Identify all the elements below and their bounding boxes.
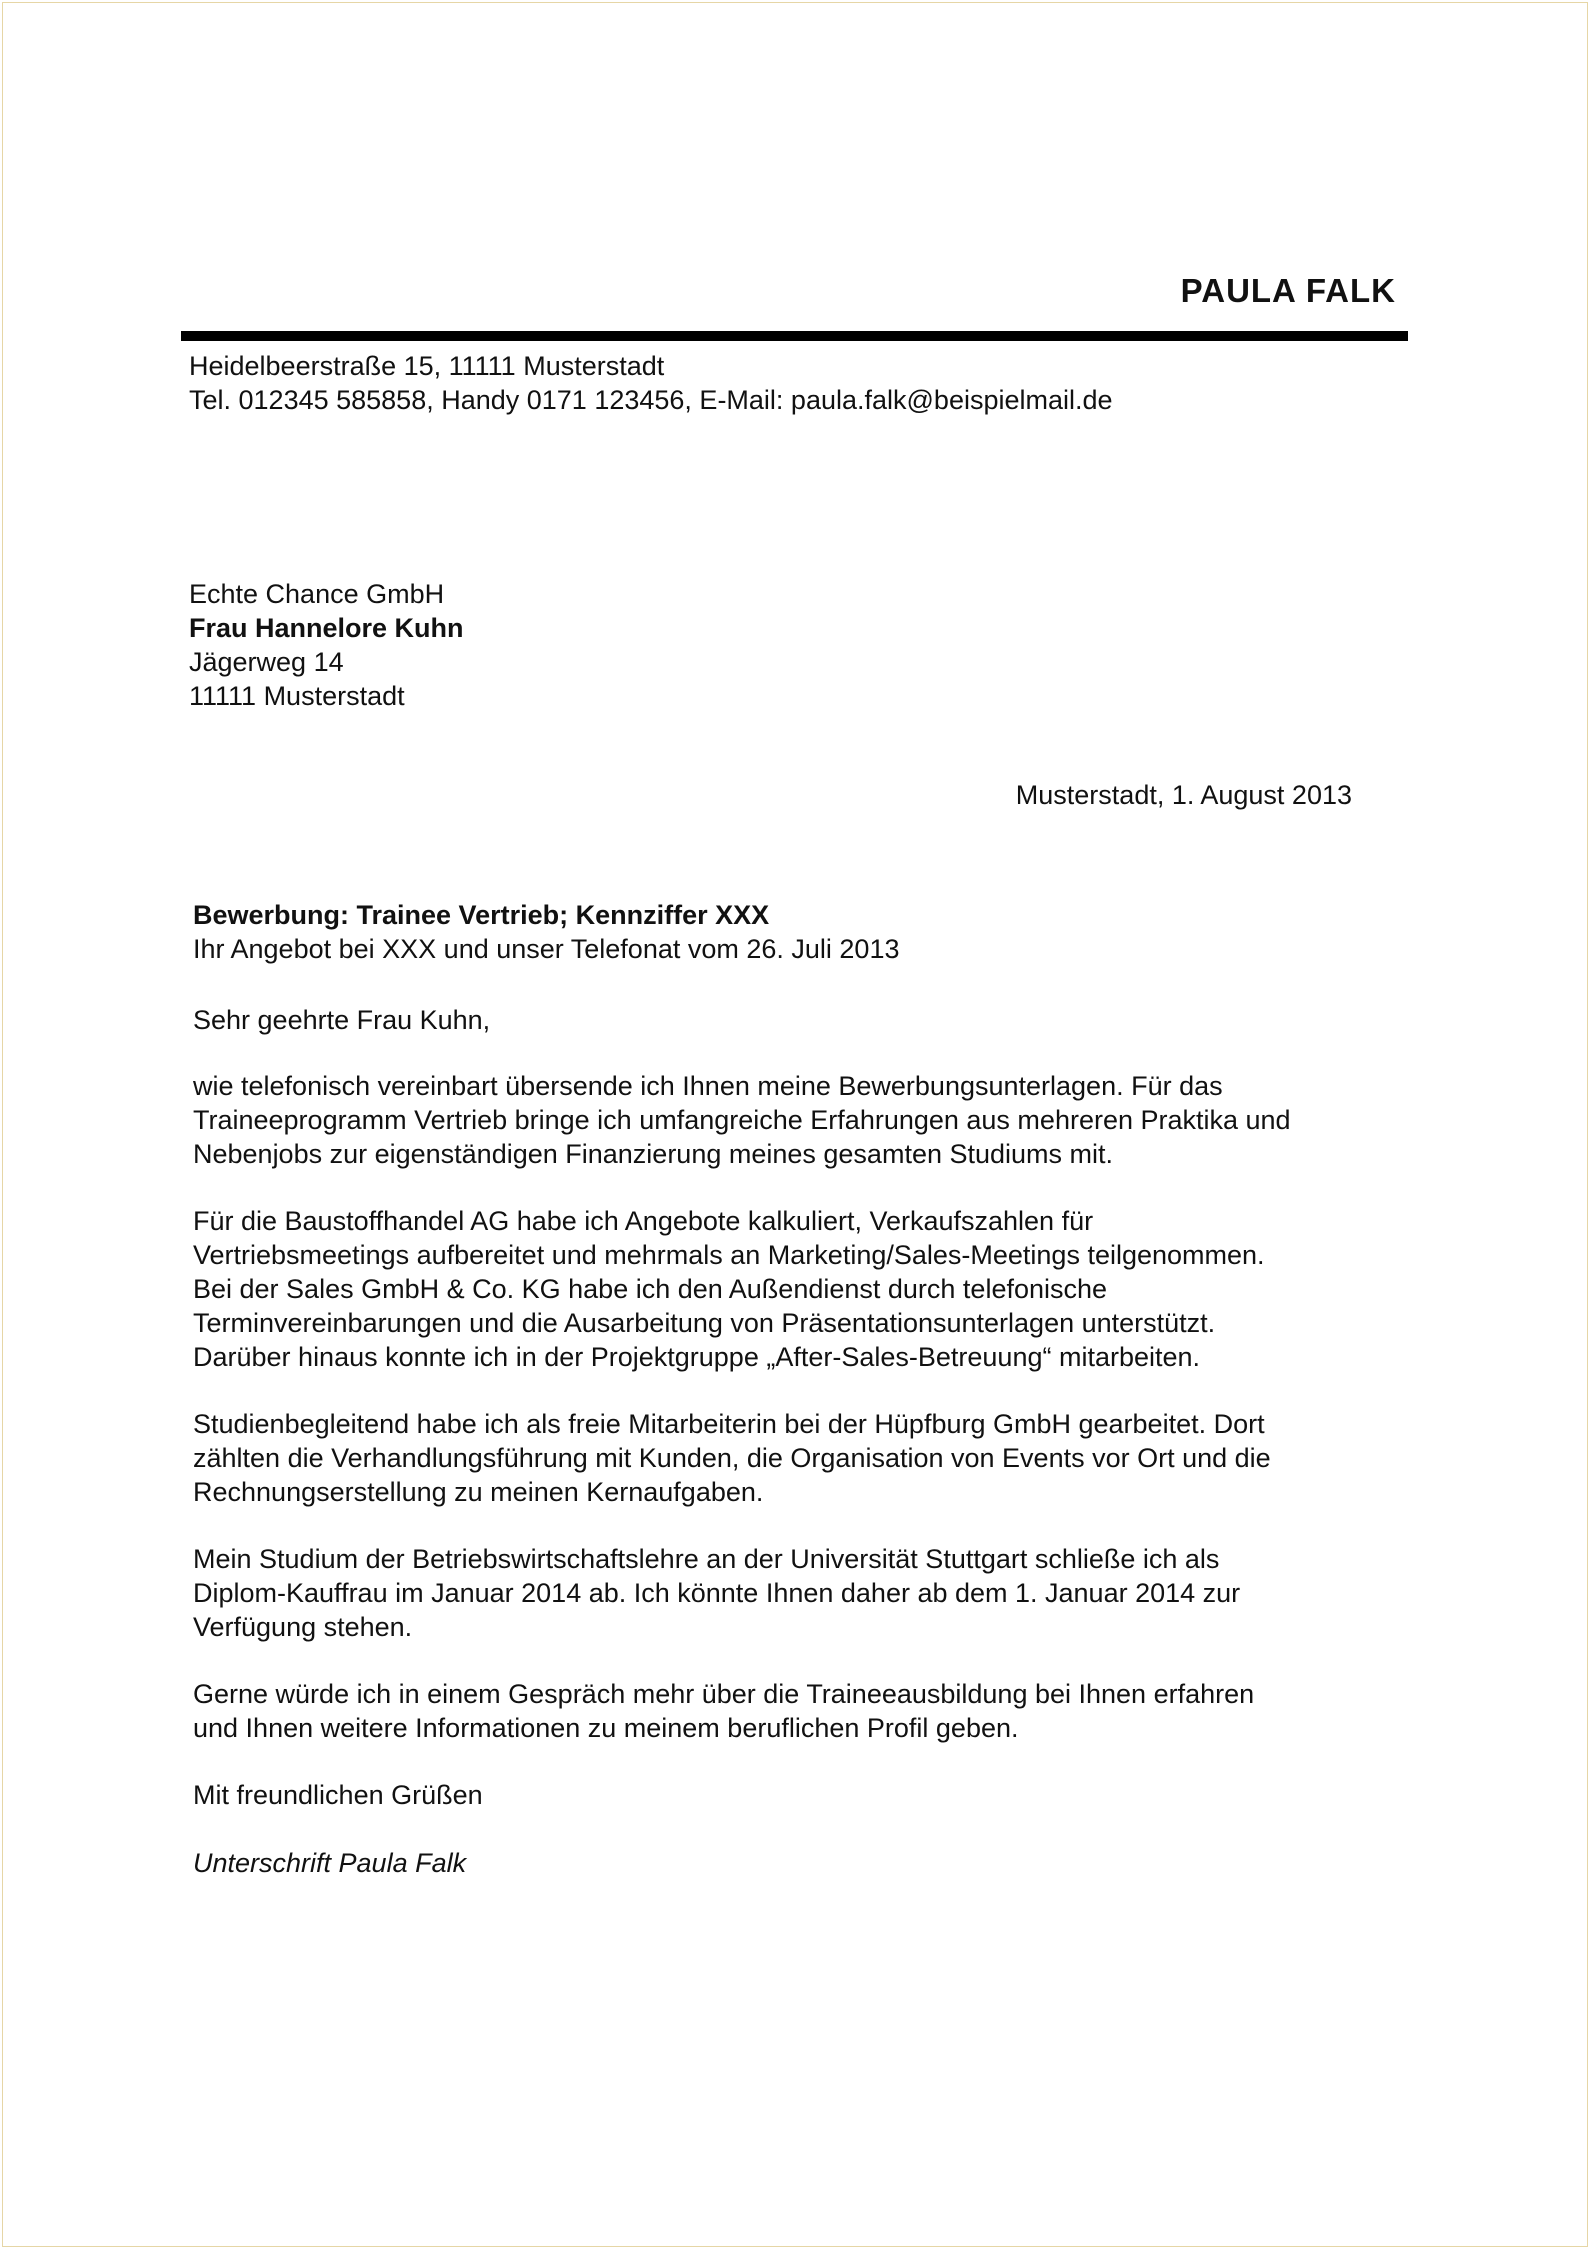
paragraph-line: Gerne würde ich in einem Gespräch mehr über die Traineeausbildung bei Ihnen erfahren xyxy=(193,1679,1255,1709)
recipient-company: Echte Chance GmbH xyxy=(189,579,445,609)
paragraph-line: Bei der Sales GmbH & Co. KG habe ich den Außendienst durch telefonische xyxy=(193,1274,1108,1304)
paragraph-line: Diplom-Kauffrau im Januar 2014 ab. Ich könnte Ihnen daher ab dem 1. Januar 2014 zur xyxy=(193,1578,1241,1608)
recipient-street: Jägerweg 14 xyxy=(189,647,344,677)
paragraph-line: Darüber hinaus konnte ich in der Projektgruppe „After-Sales-Betreuung“ mitarbeiten. xyxy=(193,1342,1201,1372)
paragraph-line: wie telefonisch vereinbart übersende ich Ihnen meine Bewerbungsunterlagen. Für das xyxy=(193,1071,1223,1101)
closing: Mit freundlichen Grüßen xyxy=(193,1780,483,1810)
signature: Unterschrift Paula Falk xyxy=(193,1848,467,1878)
paragraph-line: Studienbegleitend habe ich als freie Mitarbeiterin bei der Hüpfburg GmbH gearbeitet. Dort xyxy=(193,1409,1265,1439)
recipient-person: Frau Hannelore Kuhn xyxy=(189,613,464,643)
paragraph-line: und Ihnen weitere Informationen zu meinem beruflichen Profil geben. xyxy=(193,1713,1019,1743)
paragraph-line: Nebenjobs zur eigenständigen Finanzierung meines gesamten Studiums mit. xyxy=(193,1139,1114,1169)
paragraph-line: Rechnungserstellung zu meinen Kernaufgaben. xyxy=(193,1477,764,1507)
paragraph-intro xyxy=(193,1069,1423,1171)
letter-date: Musterstadt, 1. August 2013 xyxy=(1015,780,1352,810)
paragraph-line: Terminvereinbarungen und die Ausarbeitung von Präsentationsunterlagen unterstützt. xyxy=(193,1308,1216,1338)
paragraph-line: Mein Studium der Betriebswirtschaftslehre an der Universität Stuttgart schließe ich als xyxy=(193,1544,1220,1574)
paragraph-line: Für die Baustoffhandel AG habe ich Angebote kalkuliert, Verkaufszahlen für xyxy=(193,1206,1094,1236)
paragraph-line: Traineeprogramm Vertrieb bringe ich umfangreiche Erfahrungen aus mehreren Praktika und xyxy=(193,1105,1291,1135)
header-rule xyxy=(181,331,1408,341)
paragraph-experience xyxy=(193,1204,1423,1374)
sender-name: PAULA FALK xyxy=(1180,272,1396,309)
sender-address: Heidelbeerstraße 15, 11111 Musterstadt xyxy=(189,351,665,381)
paragraph-line: zählten die Verhandlungsführung mit Kunden, die Organisation von Events vor Ort und die xyxy=(193,1443,1271,1473)
recipient-city: 11111 Musterstadt xyxy=(189,681,405,711)
subject-reference: Ihr Angebot bei XXX und unser Telefonat vom 26. Juli 2013 xyxy=(193,934,900,964)
paragraph-studies xyxy=(193,1542,1423,1644)
paragraph-line: Verfügung stehen. xyxy=(193,1612,413,1642)
paragraph-outlook xyxy=(193,1677,1423,1745)
paragraph-line: Vertriebsmeetings aufbereitet und mehrmals an Marketing/Sales-Meetings teilgenommen. xyxy=(193,1240,1265,1270)
salutation: Sehr geehrte Frau Kuhn, xyxy=(193,1005,491,1035)
sender-contact: Tel. 012345 585858, Handy 0171 123456, E-Mail: paula.falk@beispielmail.de xyxy=(189,385,1113,415)
subject-title: Bewerbung: Trainee Vertrieb; Kennziffer XXX xyxy=(193,900,770,930)
paragraph-freelance xyxy=(193,1407,1423,1509)
